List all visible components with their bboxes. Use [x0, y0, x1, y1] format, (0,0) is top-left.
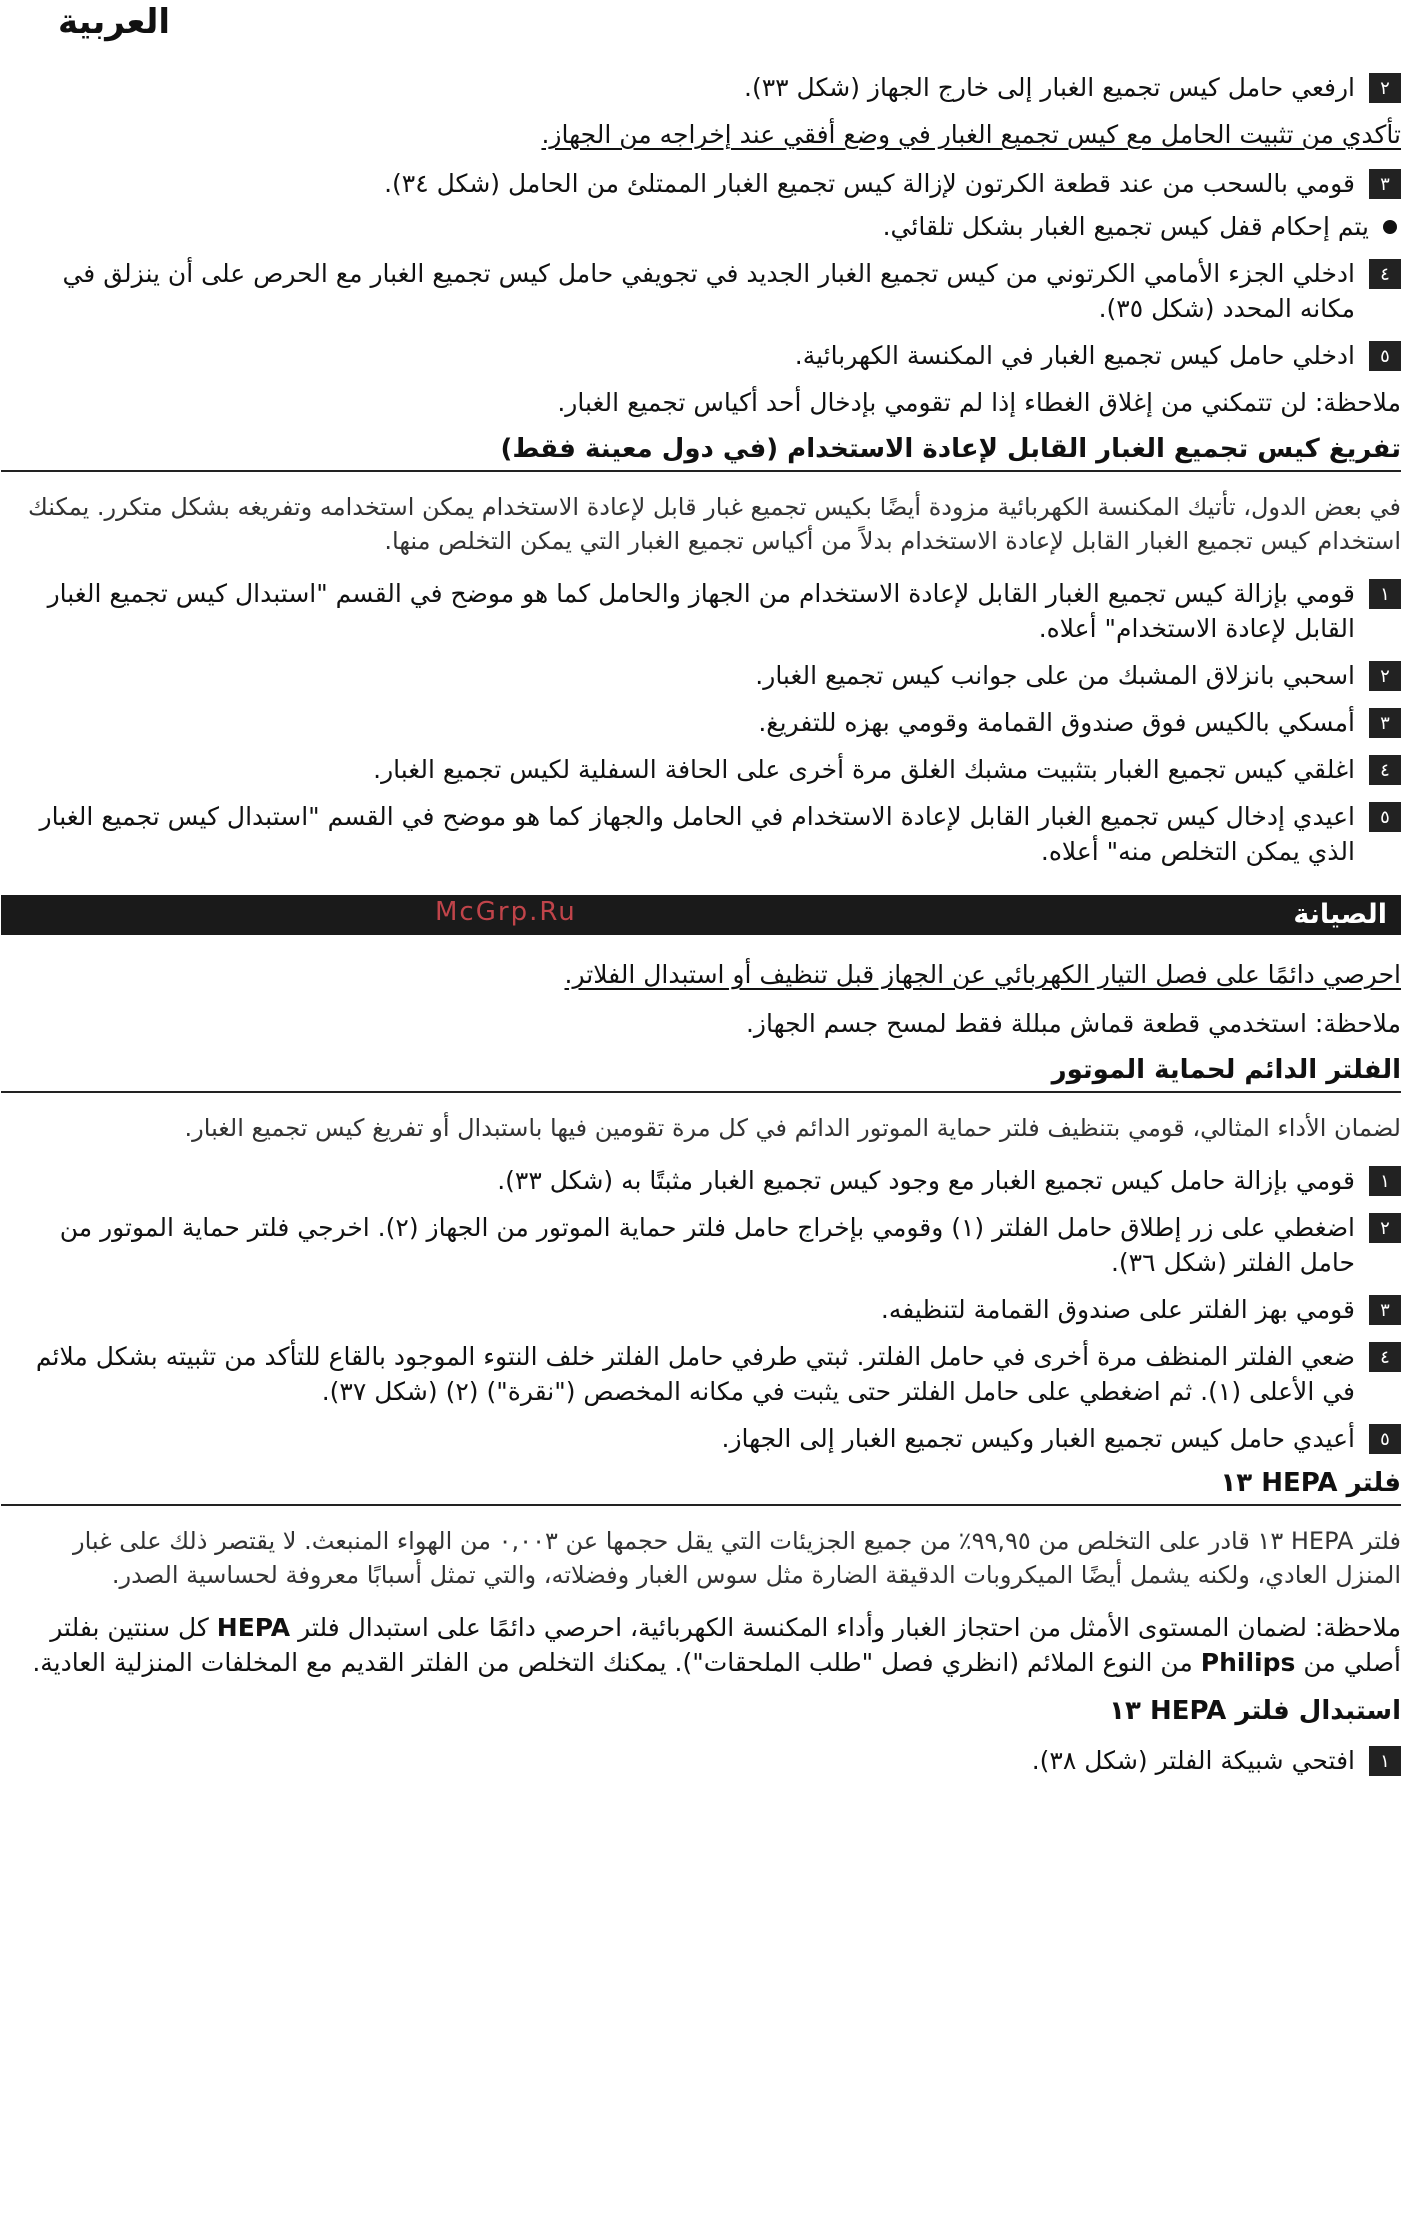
step	[1, 1421, 1401, 1456]
hepa-intro-prefix: فلتر	[1361, 1527, 1401, 1555]
step-number: ١	[1369, 1166, 1401, 1196]
step	[1, 1210, 1401, 1280]
step-text: قومي بإزالة حامل كيس تجميع الغبار مع وجود كيس تجميع الغبار مثبتًا به (شكل ٣٣).	[497, 1166, 1355, 1195]
section-intro	[1, 1524, 1401, 1592]
hepa-title-brand: HEPA	[1261, 1468, 1338, 1498]
maintenance-title: الصيانة	[1293, 899, 1387, 930]
step-number: ٥	[1369, 341, 1401, 371]
hepa-intro-brand: HEPA	[1290, 1527, 1354, 1555]
bullet-icon	[1383, 220, 1397, 234]
step-text: افتحي شبيكة الفلتر (شكل ٣٨).	[1031, 1746, 1355, 1775]
step-number: ٣	[1369, 169, 1401, 199]
step	[1, 1339, 1401, 1409]
step-text: ضعي الفلتر المنظف مرة أخرى في حامل الفلتر. ثبتي طرفي حامل الفلتر خلف النتوء الموجود بالقاع للتأكد من تثبيته بشكل ملائم في الأعلى (١). ثم اضغطي على حامل الفلتر حتى يثبت في مكانه المخصص ("نقرة") (٢) (شكل ٣٧).	[35, 1342, 1355, 1406]
step-number: ٤	[1369, 755, 1401, 785]
warning-text: احرصي دائمًا على فصل التيار الكهربائي عن الجهاز قبل تنظيف أو استبدال الفلاتر.	[564, 960, 1401, 989]
replace-hepa-num: ١٣	[1109, 1696, 1141, 1726]
hepa-title-num: ١٣	[1220, 1468, 1253, 1498]
step-number: ٢	[1369, 1213, 1401, 1243]
bullet-text: يتم إحكام قفل كيس تجميع الغبار بشكل تلقائي.	[882, 212, 1369, 241]
step-text: قومي بالسحب من عند قطعة الكرتون لإزالة كيس تجميع الغبار الممتلئ من الحامل (شكل ٣٤).	[384, 169, 1355, 198]
hepa-intro-text: ١٣ قادر على التخلص من ٩٩,٩٥٪ من جميع الجزيئات التي يقل حجمها عن ٠,٠٠٣ من الهواء المنبعث. لا يقتصر ذلك على غبار المنزل العادي، ولكنه يشمل أيضًا الميكروبات الدقيقة الضارة مثل سوس الغبار وفضلاته، والتي تمثل أسبابًا معروفة لحساسية الصدر.	[72, 1527, 1401, 1589]
replace-hepa-brand: HEPA	[1149, 1696, 1227, 1726]
hepa-note-part1: ملاحظة: لضمان المستوى الأمثل من احتجاز الغبار وأداء المكنسة الكهربائية، احرصي دائمًا على استبدال فلتر	[298, 1613, 1401, 1642]
hepa-note-brand1: HEPA	[216, 1613, 291, 1642]
bullet-item	[1, 209, 1401, 244]
step-number: ١	[1369, 1746, 1401, 1776]
step-number: ٣	[1369, 1295, 1401, 1325]
step-text: أمسكي بالكيس فوق صندوق القمامة وقومي بهزه للتفريغ.	[758, 708, 1355, 737]
section-intro: في بعض الدول، تأتيك المكنسة الكهربائية مزودة أيضًا بكيس تجميع غبار قابل لإعادة الاستخدام يمكن استخدامه وتفريغه بشكل متكرر. يمكنك استخدام كيس تجميع الغبار القابل لإعادة الاستخدام بدلاً من أكياس تجميع الغبار التي يمكن التخلص منها.	[28, 493, 1401, 555]
step-text: اضغطي على زر إطلاق حامل الفلتر (١) وقومي بإخراج حامل فلتر حماية الموتور من الجهاز (٢). اخرجي فلتر حماية الموتور من حامل الفلتر (شكل ٣٦).	[59, 1213, 1355, 1277]
step	[1, 752, 1401, 787]
step-text: ادخلي حامل كيس تجميع الغبار في المكنسة الكهربائية.	[794, 341, 1355, 370]
step	[1, 576, 1401, 646]
section-heading-reusable: تفريغ كيس تجميع الغبار القابل لإعادة الاستخدام (في دول معينة فقط)	[1, 434, 1401, 472]
step-text: ارفعي حامل كيس تجميع الغبار إلى خارج الجهاز (شكل ٣٣).	[744, 73, 1355, 102]
step-text: ادخلي الجزء الأمامي الكرتوني من كيس تجميع الغبار الجديد في تجويفي حامل كيس تجميع الغبار مع الحرص على أن ينزلق في مكانه المحدد (شكل ٣٥).	[62, 259, 1355, 323]
step	[1, 70, 1401, 105]
step-text: اعيدي إدخال كيس تجميع الغبار القابل لإعادة الاستخدام في الحامل والجهاز كما هو موضح في القسم "استبدال كيس تجميع الغبار الذي يمكن التخلص منه" أعلاه.	[39, 802, 1355, 866]
step-text: أعيدي حامل كيس تجميع الغبار وكيس تجميع الغبار إلى الجهاز.	[721, 1424, 1355, 1453]
step	[1, 256, 1401, 326]
maintenance-header-bar	[1, 895, 1401, 935]
note-text	[1, 1610, 1401, 1680]
step	[1, 166, 1401, 201]
step-text: اسحبي بانزلاق المشبك من على جوانب كيس تجميع الغبار.	[755, 661, 1355, 690]
content	[1, 70, 1401, 1790]
hepa-note-brand2: Philips	[1200, 1648, 1296, 1677]
step	[1, 1743, 1401, 1778]
section-heading-motor-filter: الفلتر الدائم لحماية الموتور	[1, 1055, 1401, 1093]
watermark: McGrp.Ru	[435, 897, 577, 927]
step	[1, 705, 1401, 740]
step	[1, 799, 1401, 869]
replace-hepa-prefix: استبدال فلتر	[1235, 1696, 1401, 1726]
subheading-replace-hepa	[1, 1694, 1401, 1729]
section-heading-hepa	[1, 1468, 1401, 1506]
step-number: ٢	[1369, 73, 1401, 103]
step	[1, 658, 1401, 693]
step-number: ٢	[1369, 661, 1401, 691]
note-text: ملاحظة: استخدمي قطعة قماش مبللة فقط لمسح جسم الجهاز.	[745, 1009, 1401, 1038]
step	[1, 338, 1401, 373]
step-number: ٥	[1369, 1424, 1401, 1454]
hepa-title-prefix: فلتر	[1346, 1468, 1401, 1498]
step-number: ٤	[1369, 259, 1401, 289]
section-intro: لضمان الأداء المثالي، قومي بتنظيف فلتر حماية الموتور الدائم في كل مرة تقومين فيها باستبدال أو تفريغ كيس تجميع الغبار.	[184, 1114, 1401, 1142]
step-text: قومي بإزالة كيس تجميع الغبار القابل لإعادة الاستخدام من الجهاز والحامل كما هو موضح في القسم "استبدال كيس تجميع الغبار القابل لإعادة الاستخدام" أعلاه.	[47, 579, 1355, 643]
note-text: ملاحظة: لن تتمكني من إغلاق الغطاء إذا لم تقومي بإدخال أحد أكياس تجميع الغبار.	[557, 388, 1401, 417]
hepa-note-part2: كل سنتين بفلتر أصلي من	[50, 1613, 1401, 1677]
step-text: اغلقي كيس تجميع الغبار بتثبيت مشبك الغلق مرة أخرى على الحافة السفلية لكيس تجميع الغبار.	[373, 755, 1355, 784]
step-number: ٥	[1369, 802, 1401, 832]
step	[1, 1292, 1401, 1327]
step-number: ٤	[1369, 1342, 1401, 1372]
step-number: ١	[1369, 579, 1401, 609]
warning-text: تأكدي من تثبيت الحامل مع كيس تجميع الغبار في وضع أفقي عند إخراجه من الجهاز.	[541, 120, 1401, 149]
language-title: العربية	[58, 2, 171, 42]
step-text: قومي بهز الفلتر على صندوق القمامة لتنظيفه.	[880, 1295, 1355, 1324]
step-number: ٣	[1369, 708, 1401, 738]
step	[1, 1163, 1401, 1198]
hepa-note-part3: من النوع الملائم (انظري فصل "طلب الملحقات"). يمكنك التخلص من الفلتر القديم مع المخلفات المنزلية العادية.	[32, 1648, 1193, 1677]
